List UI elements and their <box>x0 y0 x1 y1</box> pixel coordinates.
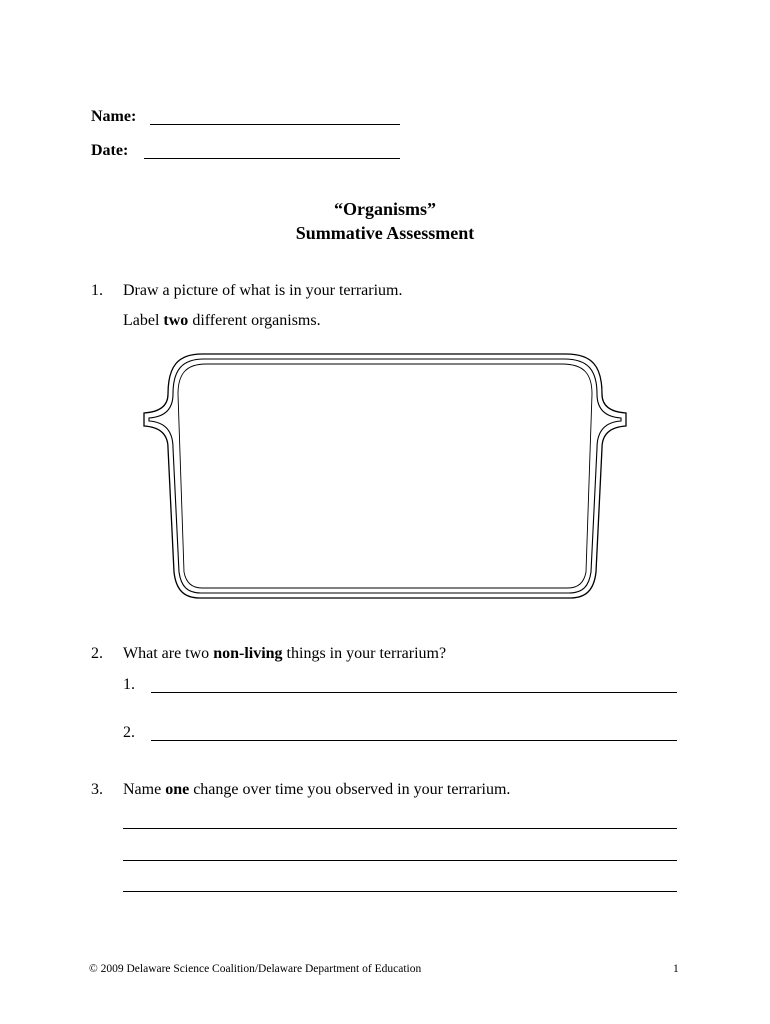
answer-3-line-1[interactable] <box>123 828 677 829</box>
terrarium-drawing-area[interactable] <box>140 352 630 604</box>
answer-2-label: 2. <box>123 724 135 741</box>
question-3-text-pre: Name <box>123 781 166 798</box>
answer-3-line-3[interactable] <box>123 891 677 892</box>
date-field[interactable] <box>144 158 400 159</box>
question-1-text: Draw a picture of what is in your terrarium. <box>123 282 403 299</box>
question-1-instruction-pre: Label <box>123 312 164 329</box>
page-title: “Organisms” <box>333 199 436 219</box>
question-3-text-post: change over time you observed in your terrarium. <box>189 781 511 798</box>
answer-1-line[interactable] <box>151 692 677 693</box>
terrarium-outline-inner <box>149 359 621 593</box>
answer-2-line[interactable] <box>151 740 677 741</box>
footer-copyright: © 2009 Delaware Science Coalition/Delaware Department of Education <box>89 963 422 975</box>
page-number: 1 <box>673 963 679 975</box>
date-label: Date: <box>91 142 129 159</box>
terrarium-rim-line <box>178 364 592 588</box>
question-1-instruction-emphasis: two <box>163 312 189 329</box>
name-field[interactable] <box>150 124 400 125</box>
question-2-text-emphasis: non-living <box>213 645 283 662</box>
question-2-number: 2. <box>91 645 103 662</box>
terrarium-outline-outer <box>144 354 626 598</box>
answer-3-line-2[interactable] <box>123 860 677 861</box>
question-3-text <box>123 781 510 799</box>
question-2-text-pre: What are two <box>123 645 214 662</box>
question-3-text-emphasis: one <box>165 781 190 798</box>
question-2-text <box>123 645 446 663</box>
question-3-number: 3. <box>91 781 103 798</box>
question-1-number: 1. <box>91 282 103 299</box>
answer-1-label: 1. <box>123 676 135 693</box>
question-2-text-post: things in your terrarium? <box>282 645 447 662</box>
question-1-instruction <box>123 312 321 330</box>
question-1-instruction-post: different organisms. <box>188 312 321 329</box>
name-label: Name: <box>91 108 137 125</box>
page-subtitle: Summative Assessment <box>295 223 475 243</box>
